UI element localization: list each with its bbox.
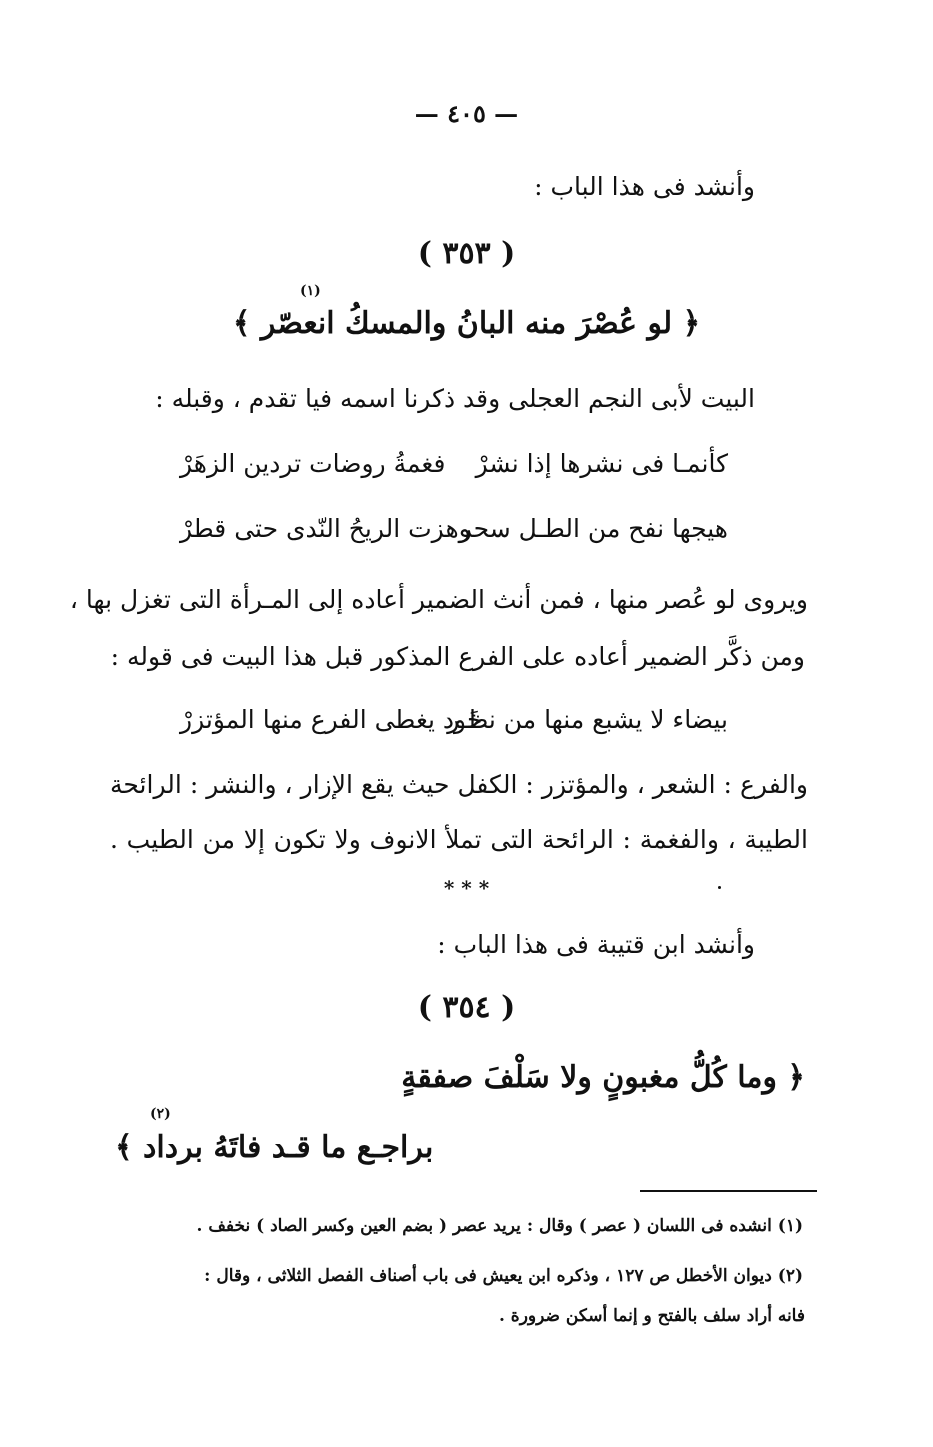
- footnote-ref-1: (١): [300, 283, 321, 299]
- verse-353: ﴿ لو عُصْرَ منه البانُ والمسكُ انعصّر ﴾: [232, 306, 701, 341]
- entry-number-353: ( ٣٥٣ ): [417, 236, 516, 271]
- verse-354-line-1: ﴿ وما كُلُّ مغبونٍ ولا سَلْفَ صفقةٍ: [401, 1060, 805, 1095]
- poem-1-line-2-right: هيجها نفح من الطـل سحر: [459, 514, 728, 543]
- poem-1-line-1-right: كأنمـا فى نشرها إذا نشرْ: [475, 449, 728, 478]
- paragraph-3-line-1: والفرع : الشعر ، والمؤتزر : الكفل حيث يقع الإزار ، والنشر : الرائحة: [110, 770, 808, 799]
- page-number: — ٤٠٥ —: [414, 99, 519, 128]
- verse-354-line-2: براجـع ما قـد فاتَهُ برداد ﴾: [115, 1130, 434, 1165]
- footnote-ref-2: (٢): [150, 1106, 171, 1122]
- footnote-1: (١) انشده فى اللسان ( عصر ) وقال : يريد عصر ( بضم العين وكسر الصاد ) نخفف .: [196, 1216, 803, 1236]
- paragraph-3-line-2: الطيبة ، والفغمة : الرائحة التى تملأ الانوف ولا تكون إلا من الطيب .: [110, 825, 808, 854]
- paragraph-1: البيت لأبى النجم العجلى وقد ذكرنا اسمه فيا تقدم ، وقبله :: [155, 384, 755, 413]
- footnote-2-line-2: فانه أراد سلف بالفتح و إنما أسكن ضرورة .: [498, 1306, 805, 1326]
- poem-1-line-1-left: فغمةُ روضات تردين الزهَرْ: [180, 449, 446, 478]
- intro-line-1: وأنشد فى هذا الباب :: [534, 172, 755, 201]
- stray-dot: [718, 886, 721, 889]
- intro-line-2: وأنشد ابن قتيبة فى هذا الباب :: [437, 930, 755, 959]
- section-separator: * * *: [443, 876, 490, 900]
- footnote-rule: [640, 1190, 817, 1192]
- paragraph-2-line-1: ويروى لو عُصر منها ، فمن أنث الضمير أعاده إلى المـرأة التى تغزل بها ،: [69, 585, 808, 614]
- footnote-2-line-1: (٢) ديوان الأخطل ص ١٢٧ ، وذكره ابن يعيش فى باب أصناف الفصل الثلاثى ، وقال :: [204, 1266, 803, 1286]
- paragraph-2-line-2: ومن ذكَّر الضمير أعاده على الفرع المذكور قبل هذا البيت فى قوله :: [110, 642, 805, 671]
- poem-2-left: خَود يغطى الفرع منها المؤتزرْ: [180, 705, 483, 734]
- poem-2-right: بيضاء لا يشبع منها من نظـر: [447, 705, 728, 734]
- entry-number-354: ( ٣٥٤ ): [417, 990, 516, 1025]
- poem-1-line-2-left: وهزت الريحُ النّدى حتى قطرْ: [180, 514, 471, 543]
